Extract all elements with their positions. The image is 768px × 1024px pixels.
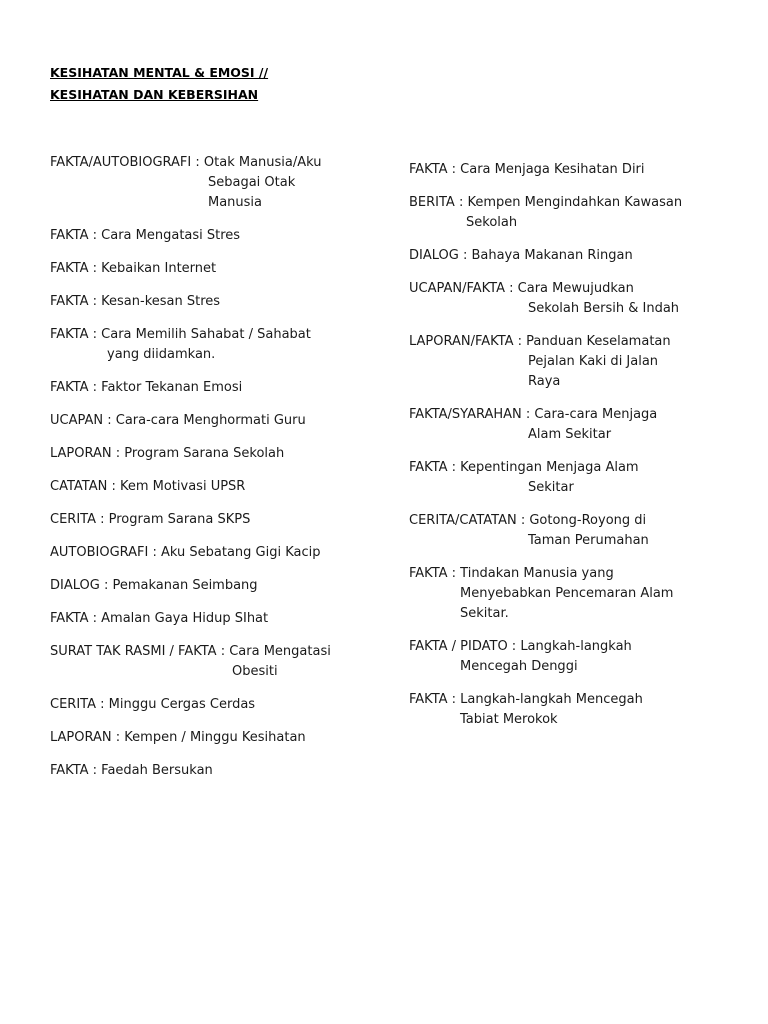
topic-entry [409, 458, 739, 498]
topic-entry [409, 246, 739, 266]
topic-continuation: Sekitar [528, 480, 574, 495]
topic-entry [409, 160, 739, 180]
topic-heading: FAKTA : Kepentingan Menjaga Alam [409, 460, 639, 475]
topic-heading: LAPORAN : Program Sarana Sekolah [50, 446, 285, 461]
topic-entry [50, 259, 380, 279]
topic-entry [50, 477, 380, 497]
title-line-2: KESIHATAN DAN KEBERSIHAN [50, 87, 259, 102]
title-line-1: KESIHATAN MENTAL & EMOSI // [50, 65, 269, 80]
topic-heading: FAKTA : Kesan-kesan Stres [50, 294, 221, 309]
topic-heading: DIALOG : Bahaya Makanan Ringan [409, 248, 633, 263]
topic-continuation: Menyebabkan Pencemaran Alam [460, 586, 674, 601]
topic-continuation: Sekolah Bersih & Indah [528, 301, 680, 316]
topic-entry [409, 279, 739, 319]
topic-continuation: Obesiti [232, 664, 278, 679]
topic-heading: FAKTA : Tindakan Manusia yang [409, 566, 614, 581]
topic-continuation: Pejalan Kaki di Jalan [528, 354, 659, 369]
topic-heading: UCAPAN/FAKTA : Cara Mewujudkan [409, 281, 634, 296]
topic-entry [50, 642, 380, 682]
topic-heading: FAKTA : Cara Mengatasi Stres [50, 228, 241, 243]
topic-heading: FAKTA : Langkah-langkah Mencegah [409, 692, 643, 707]
topic-entry [409, 193, 739, 233]
topic-continuation: Alam Sekitar [528, 427, 612, 442]
topic-heading: BERITA : Kempen Mengindahkan Kawasan [409, 195, 683, 210]
topic-heading: SURAT TAK RASMI / FAKTA : Cara Mengatasi [50, 644, 331, 659]
topic-continuation: Taman Perumahan [528, 533, 649, 548]
topic-heading: UCAPAN : Cara-cara Menghormati Guru [50, 413, 306, 428]
topic-heading: FAKTA/AUTOBIOGRAFI : Otak Manusia/Aku [50, 155, 322, 170]
topic-heading: CERITA : Minggu Cergas Cerdas [50, 697, 256, 712]
topic-continuation: Sebagai Otak [208, 175, 296, 190]
topic-continuation: yang diidamkan. [107, 347, 216, 362]
topic-continuation: Raya [528, 374, 561, 389]
left-topic-list [50, 153, 380, 794]
topic-heading: FAKTA / PIDATO : Langkah-langkah [409, 639, 632, 654]
topic-continuation: Mencegah Denggi [460, 659, 578, 674]
topic-entry [409, 511, 739, 551]
topic-entry [409, 690, 739, 730]
topic-entry [50, 325, 380, 365]
topic-heading: FAKTA : Faktor Tekanan Emosi [50, 380, 243, 395]
topic-entry [50, 411, 380, 431]
topic-entry [50, 510, 380, 530]
topic-entry [50, 728, 380, 748]
topic-entry [50, 378, 380, 398]
topic-heading: CERITA/CATATAN : Gotong-Royong di [409, 513, 647, 528]
topic-entry [50, 576, 380, 596]
document-title [50, 62, 268, 106]
topic-heading: DIALOG : Pemakanan Seimbang [50, 578, 258, 593]
topic-heading: FAKTA : Kebaikan Internet [50, 261, 217, 276]
topic-entry [409, 405, 739, 445]
topic-entry [50, 761, 380, 781]
topic-heading: FAKTA : Cara Menjaga Kesihatan Diri [409, 162, 645, 177]
topic-heading: FAKTA : Faedah Bersukan [50, 763, 213, 778]
topic-entry [50, 292, 380, 312]
topic-heading: LAPORAN/FAKTA : Panduan Keselamatan [409, 334, 671, 349]
topic-continuation: Sekitar. [460, 606, 509, 621]
topic-heading: FAKTA : Amalan Gaya Hidup SIhat [50, 611, 269, 626]
topic-entry [409, 564, 739, 624]
topic-entry [409, 332, 739, 392]
topic-heading: CATATAN : Kem Motivasi UPSR [50, 479, 246, 494]
topic-heading: CERITA : Program Sarana SKPS [50, 512, 251, 527]
topic-entry [50, 226, 380, 246]
topic-continuation: Tabiat Merokok [460, 712, 558, 727]
topic-entry [50, 609, 380, 629]
topic-continuation: Sekolah [466, 215, 518, 230]
topic-heading: FAKTA : Cara Memilih Sahabat / Sahabat [50, 327, 311, 342]
topic-heading: LAPORAN : Kempen / Minggu Kesihatan [50, 730, 306, 745]
topic-entry [50, 543, 380, 563]
topic-entry [50, 444, 380, 464]
topic-heading: FAKTA/SYARAHAN : Cara-cara Menjaga [409, 407, 658, 422]
topic-entry [50, 695, 380, 715]
topic-entry [50, 153, 380, 213]
right-topic-list [409, 160, 739, 743]
topic-heading: AUTOBIOGRAFI : Aku Sebatang Gigi Kacip [50, 545, 321, 560]
topic-entry [409, 637, 739, 677]
topic-continuation: Manusia [208, 195, 263, 210]
